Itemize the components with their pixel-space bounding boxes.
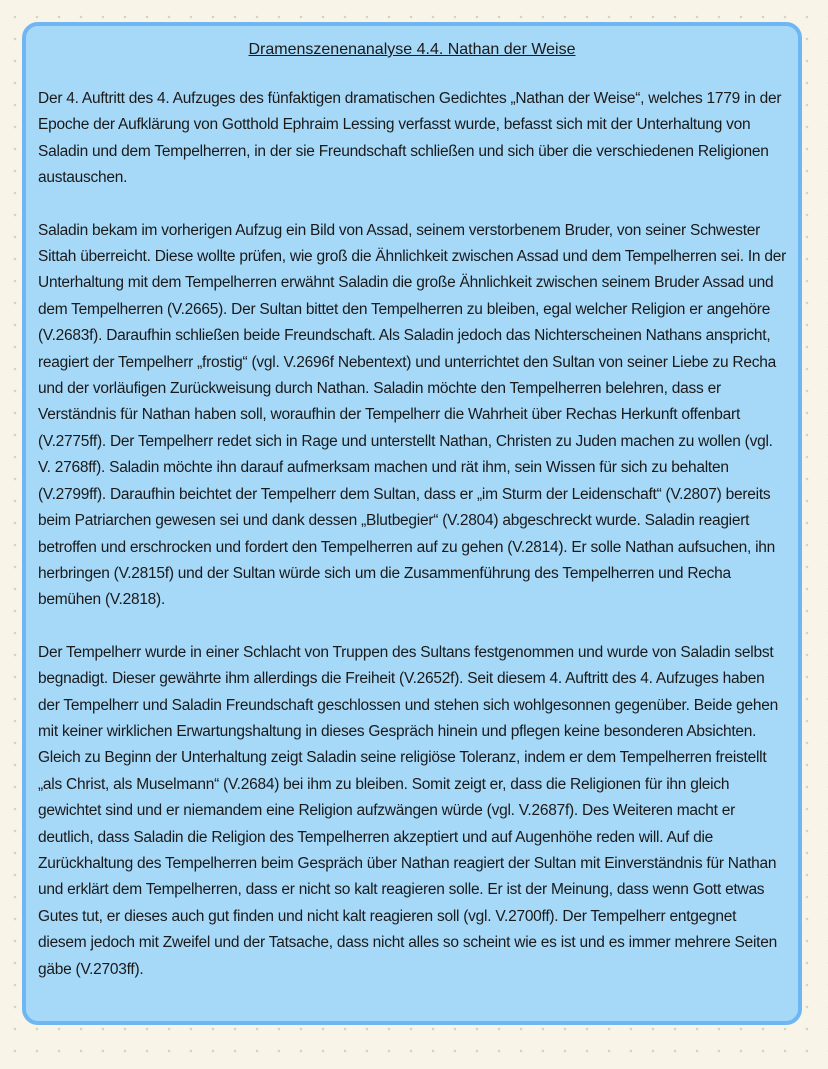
paragraph-summary: Saladin bekam im vorherigen Aufzug ein Bild von Assad, seinem verstorbenem Bruder, von seiner Schwester Sittah überreicht. Diese wollte prüfen, wie groß die Ähnlichkeit zwischen Assad und dem Tempelherren sei. In der Unterhaltung mit dem Tempelherren erwähnt Saladin die große Ähnlichkeit zwischen seinem Bruder Assad und dem Tempelherren (V.2665). Der Sultan bittet den Tempelherren zu bleiben, egal welcher Religion er angehöre (V.2683f). Daraufhin schließen beide Freundschaft. Als Saladin jedoch das Nichterscheinen Nathans anspricht, reagiert der Tempelherr „frostig“ (vgl. V.2696f Nebentext) und unterrichtet den Sultan von seiner Liebe zu Recha und der vorläufigen Zurückweisung durch Nathan. Saladin möchte den Tempelherren belehren, dass er Verständnis für Nathan haben soll, woraufhin der Tempelherr die Wahrheit über Rechas Herkunft offenbart (V.2775ff). Der Tempelherr redet sich in Rage und unterstellt Nathan, Christen zu Juden machen zu wollen (vgl. V. 2768ff). Saladin möchte ihn darauf aufmerksam machen und rät ihm, sein Wissen für sich zu behalten (V.2799ff). Daraufhin beichtet der Tempelherr dem Sultan, dass er „im Sturm der Leidenschaft“ (V.2807) bereits beim Patriarchen gewesen sei und dank dessen „Blutbegier“ (V.2804) abgeschreckt wurde. Saladin reagiert betroffen und erschrocken und fordert den Tempelherren auf zu gehen (V.2814). Er solle Nathan aufsuchen, ihn herbringen (V.2815f) und der Sultan würde sich um die Zusammenführung des Tempelherren und Recha bemühen (V.2818). xyxy=(38,221,786,609)
paragraph-analysis: Der Tempelherr wurde in einer Schlacht von Truppen des Sultans festgenommen und wurde von Saladin selbst begnadigt. Dieser gewährte ihm allerdings die Freiheit (V.2652f). Seit diesem 4. Auftritt des 4. Aufzuges haben der Tempelherr und Saladin Freundschaft geschlossen und stehen sich wohlgesonnen gegenüber. Beide gehen mit keiner wirklichen Erwartungshaltung in dieses Gespräch hinein und pflegen keine besonderen Absichten. Gleich zu Beginn der Unterhaltung zeigt Saladin seine religiöse Toleranz, indem er dem Tempelherren freistellt „als Christ, als Muselmann“ (V.2684) bei ihm zu bleiben. Somit zeigt er, dass die Religionen für ihn gleich gewichtet sind und er niemandem eine Religion aufzwängen würde (vgl. V.2687f). Des Weiteren macht er deutlich, dass Saladin die Religion des Tempelherren akzeptiert und auf Augenhöhe reden will. Auf die Zurückhaltung des Tempelherren beim Gespräch über Nathan reagiert der Sultan mit Einverständnis für Nathan und erklärt dem Tempelherren, dass er nicht so kalt reagieren solle. Er ist der Meinung, dass wenn Gott etwas Gutes tut, er dieses auch gut finden und nicht kalt reagieren soll (vgl. V.2700ff). Der Tempelherr entgegnet diesem jedoch mit Zweifel und der Tatsache, dass nicht alles so scheint wie es ist und es immer mehrere Seiten gäbe (V.2703ff). xyxy=(38,643,779,978)
paragraph-introduction: Der 4. Auftritt des 4. Aufzuges des fünfaktigen dramatischen Gedichtes „Nathan der Weise“, welches 1779 in der Epoche der Aufklärung von Gotthold Ephraim Lessing verfasst wurde, befasst sich mit der Unterhaltung von Saladin und dem Tempelherren, in der sie Freundschaft schließen und sich über die verschiedenen Religionen austauschen. xyxy=(38,90,782,187)
document-title: Dramenszenenanalyse 4.4. Nathan der Weise xyxy=(248,41,576,58)
note-card xyxy=(22,22,802,1025)
